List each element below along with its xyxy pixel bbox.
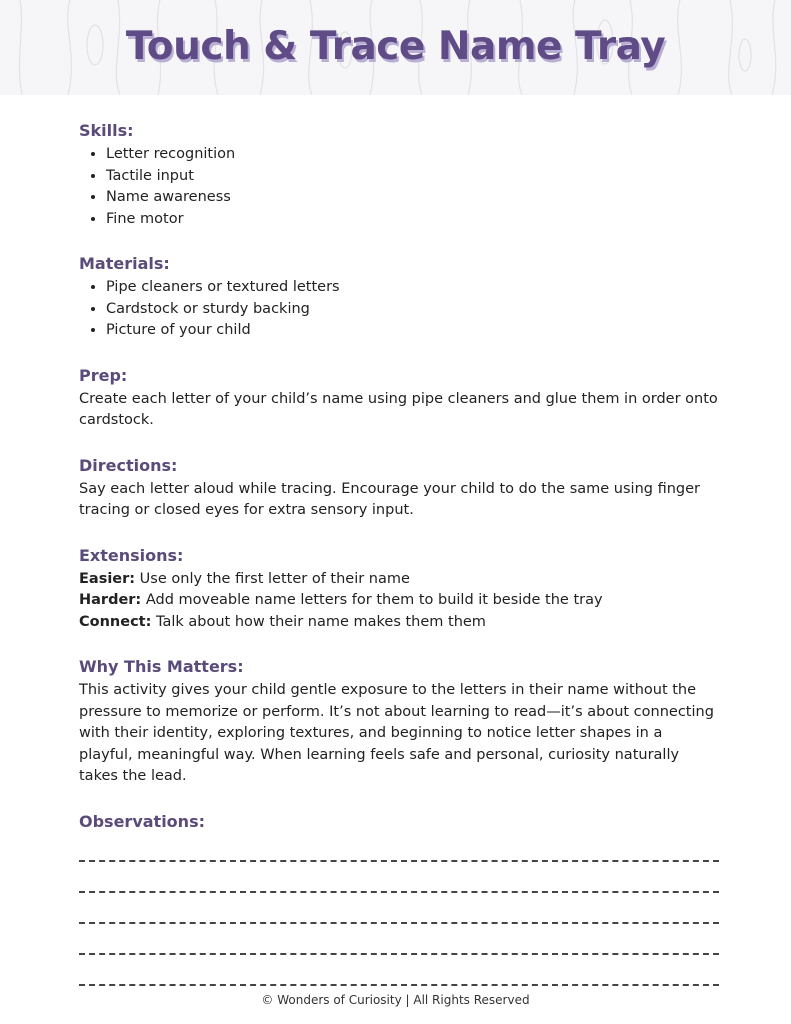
why-section <box>79 654 719 788</box>
skills-section <box>79 118 719 230</box>
extension-label: Connect: <box>79 613 152 630</box>
extension-easier <box>79 569 719 591</box>
directions-heading: Directions: <box>79 455 178 475</box>
observation-line <box>79 870 719 901</box>
wood-banner <box>0 0 791 95</box>
directions-text: Say each letter aloud while tracing. Encourage your child to do the same using finger tracing or closed eyes for extra sensory input. <box>79 480 700 518</box>
observation-line <box>79 839 719 870</box>
skills-heading: Skills: <box>79 121 134 140</box>
list-item: • Tactile input <box>106 166 719 188</box>
extension-connect <box>79 612 719 634</box>
extension-label: Easier: <box>79 570 136 587</box>
footer-copyright: © Wonders of Curiosity | All Rights Reserved <box>261 993 530 1007</box>
observation-line <box>79 932 719 963</box>
extension-label: Harder: <box>79 592 142 608</box>
list-item: • Name awareness <box>106 187 719 209</box>
extension-text: Add moveable name letters for them to build it beside the tray <box>141 592 603 608</box>
page-title: Touch & Trace Name Tray <box>125 24 666 69</box>
observations-section <box>79 809 719 994</box>
why-heading: Why This Matters: <box>79 657 244 676</box>
prep-heading: Prep: <box>79 365 128 385</box>
extension-text: Talk about how their name makes them them <box>151 613 486 630</box>
extension-text: Use only the first letter of their name <box>135 570 410 587</box>
list-item: • Pipe cleaners or textured letters <box>106 277 719 299</box>
materials-section <box>79 251 719 342</box>
extensions-section <box>79 543 719 634</box>
skills-list <box>79 144 719 230</box>
prep-text: Create each letter of your child’s name using pipe cleaners and glue them in order onto cardstock. <box>79 390 718 428</box>
materials-list <box>79 277 719 342</box>
directions-section <box>79 453 719 522</box>
observations-heading: Observations: <box>79 811 205 831</box>
list-item: • Fine motor <box>106 209 719 231</box>
list-item: • Picture of your child <box>106 320 719 342</box>
materials-heading: Materials: <box>79 254 170 273</box>
activity-content <box>79 118 719 1015</box>
list-item: • Letter recognition <box>106 144 719 166</box>
list-item: • Cardstock or sturdy backing <box>106 299 719 321</box>
prep-section <box>79 363 719 432</box>
observation-line <box>79 901 719 932</box>
why-text: This activity gives your child gentle exposure to the letters in their name without the pressure to memorize or perform. It’s not about learning to read—it’s about connecting with their identity, exploring textures, and beginning to notice letter shapes in a playful, meaningful way. When learning feels safe and personal, curiosity naturally takes the lead. <box>79 682 714 784</box>
observation-line <box>79 963 719 994</box>
extensions-heading: Extensions: <box>79 545 184 565</box>
observation-lines <box>79 839 719 994</box>
extension-harder <box>79 590 719 612</box>
